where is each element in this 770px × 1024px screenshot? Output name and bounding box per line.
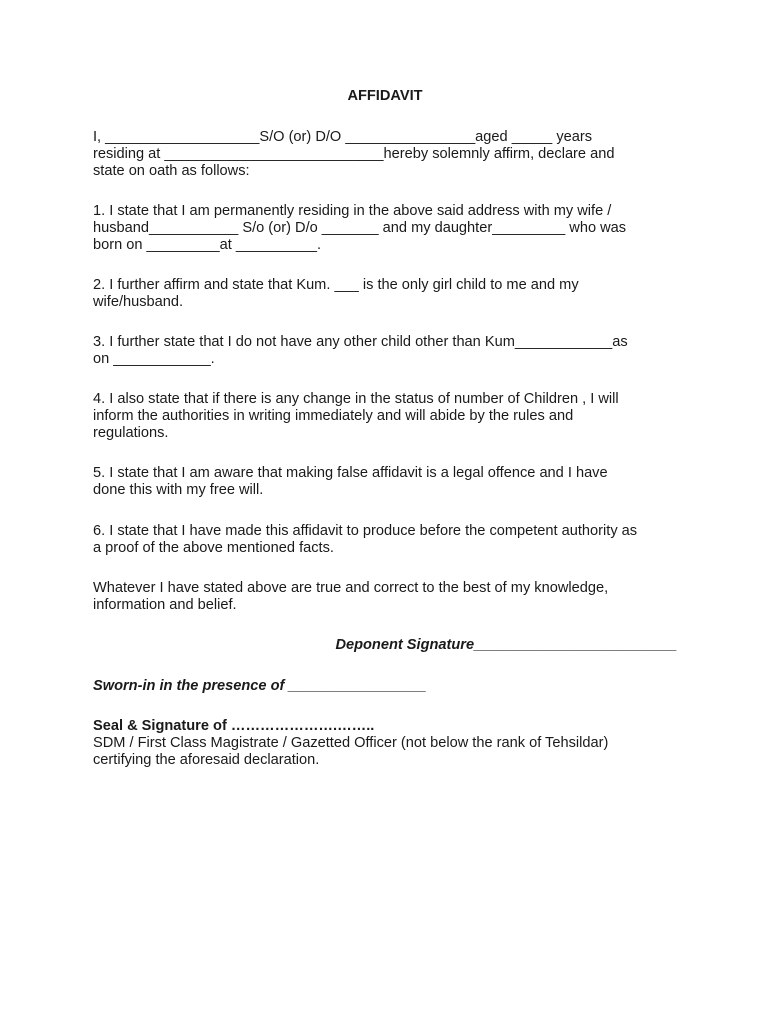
seal-line: SDM / First Class Magistrate / Gazetted Officer (not below the rank of Tehsildar) — [93, 735, 609, 751]
seal-block — [93, 718, 673, 769]
point-line: 6. I state that I have made this affidavit to produce before the competent authority as — [93, 523, 638, 539]
point-line: regulations. — [93, 425, 169, 441]
point-line: 2. I further affirm and state that Kum. ___ is the only girl child to me and my — [93, 277, 579, 293]
point-line: on ____________. — [93, 351, 215, 367]
point-line: 1. I state that I am permanently residing in the above said address with my wife / — [93, 203, 612, 219]
intro-line: state on oath as follows: — [93, 163, 250, 179]
point-line: done this with my free will. — [93, 482, 264, 498]
point-line: wife/husband. — [93, 294, 184, 310]
point-line: 3. I further state that I do not have any other child other than Kum____________as — [93, 334, 628, 350]
seal-line: certifying the aforesaid declaration. — [93, 752, 320, 768]
declaration-line: Whatever I have stated above are true and correct to the best of my knowledge, — [93, 580, 609, 596]
intro-paragraph — [93, 129, 673, 180]
point-line: husband___________ S/o (or) D/o _______ and my daughter_________ who was — [93, 220, 627, 236]
declaration-line: information and belief. — [93, 597, 237, 613]
point-line: born on _________at __________. — [93, 237, 322, 253]
seal-heading: Seal & Signature of ………………….…….. — [93, 718, 375, 734]
point-6 — [93, 523, 673, 557]
point-line: inform the authorities in writing immediately and will abide by the rules and — [93, 408, 574, 424]
point-line: 4. I also state that if there is any change in the status of number of Children , I will — [93, 391, 619, 407]
intro-line: I, ___________________S/O (or) D/O ________________aged _____ years — [93, 129, 593, 145]
point-3 — [93, 334, 673, 368]
point-1 — [93, 203, 673, 254]
declaration-paragraph — [93, 580, 673, 614]
document-title: AFFIDAVIT — [347, 88, 423, 104]
deponent-signature-line: Deponent Signature_________________________ — [335, 637, 677, 653]
point-2 — [93, 277, 673, 311]
point-4 — [93, 391, 673, 442]
intro-line: residing at ___________________________hereby solemnly affirm, declare and — [93, 146, 615, 162]
point-5 — [93, 465, 673, 499]
point-line: a proof of the above mentioned facts. — [93, 540, 334, 556]
sworn-in-line: Sworn-in in the presence of _________________ — [93, 678, 427, 694]
point-line: 5. I state that I am aware that making false affidavit is a legal offence and I have — [93, 465, 608, 481]
